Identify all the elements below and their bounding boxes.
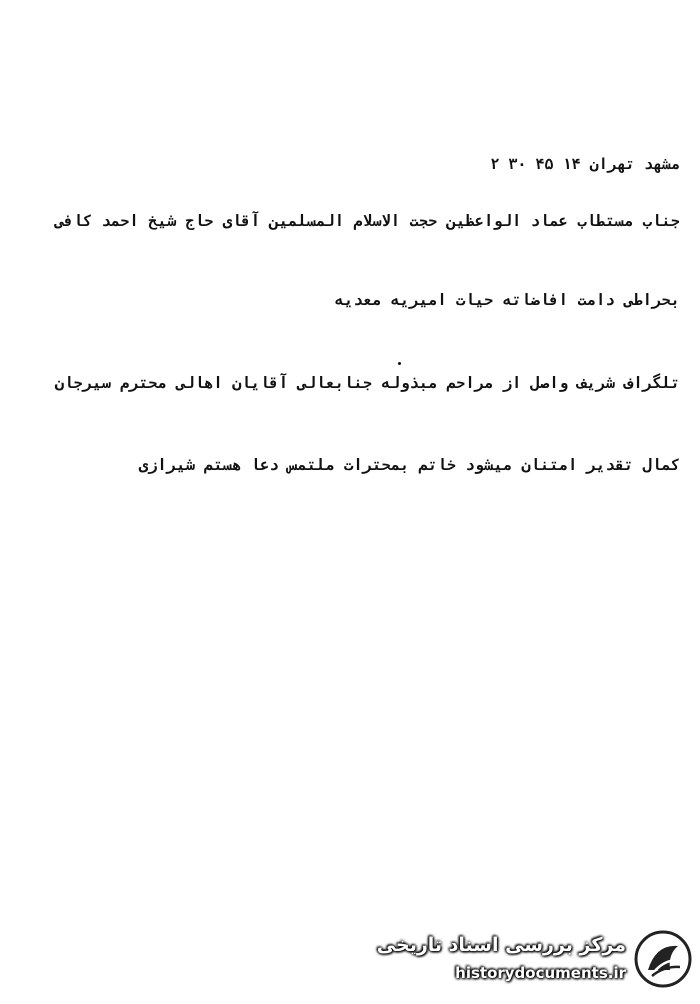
ink-dot bbox=[398, 362, 401, 365]
telegram-line-1: جناب مستطاب عماد الواعظین حجت الاسلام المسلمین آقای حاج شیخ احمد کافی bbox=[54, 212, 680, 230]
telegram-line-3: تلگراف شریف واصل از مراحم مبذوله جنابعالی آقایان اهالی محترم سیرجان bbox=[54, 374, 680, 392]
telegram-line-4: کمال تقدیر امتنان میشود خاتم بمحترات ملتمس دعا هستم شیرازی bbox=[138, 456, 680, 474]
watermark-title: مرکز بررسی اسناد تاریخی bbox=[376, 934, 626, 956]
archive-watermark bbox=[376, 926, 692, 994]
telegram-header: مشهد تهران ۱۴ ۴۵ ۳۰ ۲ bbox=[490, 155, 680, 173]
telegram-line-2: بحراطی دامت افاضاته حیات امیریه معدیه bbox=[334, 291, 680, 309]
watermark-url: historydocuments.ir bbox=[455, 964, 626, 982]
archive-logo-icon bbox=[634, 930, 692, 988]
